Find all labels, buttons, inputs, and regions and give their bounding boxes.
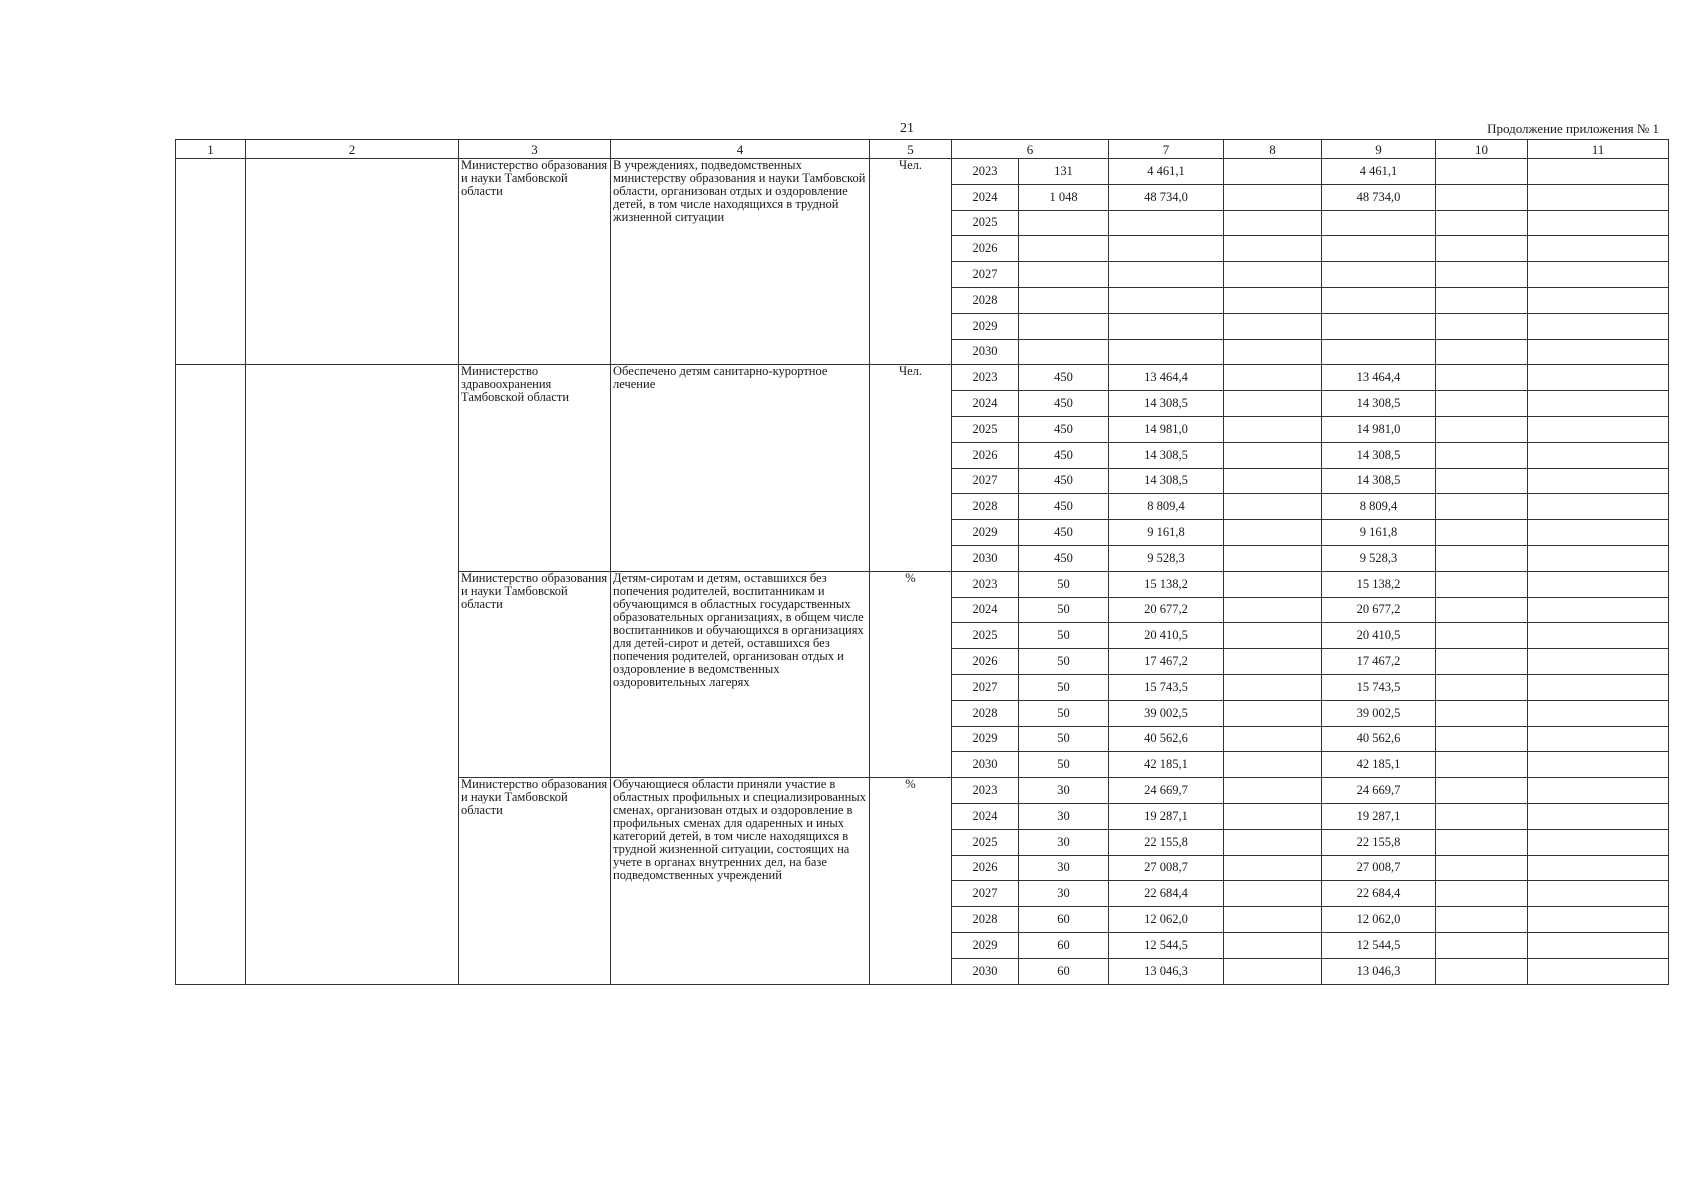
header-col-9: 9 [1322,140,1436,159]
header-col-5: 5 [870,140,952,159]
year-cell: 2026 [952,855,1019,881]
col8-value-cell [1224,468,1322,494]
col10-value-cell [1436,416,1528,442]
col8-value-cell [1224,623,1322,649]
col9-value-cell: 42 185,1 [1322,752,1436,778]
col10-value-cell [1436,339,1528,365]
col9-value-cell: 13 464,4 [1322,365,1436,391]
header-col-11: 11 [1528,140,1669,159]
col9-value-cell: 9 161,8 [1322,520,1436,546]
col6-value-cell: 450 [1019,545,1109,571]
col10-value-cell [1436,313,1528,339]
header-col-4: 4 [611,140,870,159]
col7-value-cell [1109,262,1224,288]
col6-value-cell [1019,236,1109,262]
col8-value-cell [1224,339,1322,365]
col6-value-cell: 131 [1019,159,1109,185]
col10-value-cell [1436,803,1528,829]
year-cell: 2025 [952,829,1019,855]
col10-value-cell [1436,210,1528,236]
col8-value-cell [1224,907,1322,933]
col8-value-cell [1224,210,1322,236]
col10-value-cell [1436,726,1528,752]
col6-value-cell: 450 [1019,365,1109,391]
col6-value-cell: 450 [1019,442,1109,468]
col6-value-cell [1019,262,1109,288]
col11-value-cell [1528,597,1669,623]
col6-value-cell: 30 [1019,855,1109,881]
col9-value-cell: 39 002,5 [1322,700,1436,726]
col6-value-cell: 30 [1019,778,1109,804]
col9-value-cell: 12 544,5 [1322,932,1436,958]
col10-value-cell [1436,623,1528,649]
col10-value-cell [1436,778,1528,804]
col8-value-cell [1224,571,1322,597]
year-cell: 2029 [952,313,1019,339]
col11-value-cell [1528,700,1669,726]
table-row [176,365,1669,391]
col6-value-cell [1019,210,1109,236]
col8-value-cell [1224,700,1322,726]
col8-value-cell [1224,855,1322,881]
unit-cell: Чел. [870,159,952,365]
indicator-cell: Обеспечено детям санитарно-курортное лечение [611,365,870,571]
col7-value-cell: 48 734,0 [1109,184,1224,210]
col11-value-cell [1528,339,1669,365]
col11-value-cell [1528,159,1669,185]
col9-value-cell: 14 308,5 [1322,442,1436,468]
header-col-7: 7 [1109,140,1224,159]
executor-cell: Министерство образования и науки Тамбовской области [459,571,611,777]
col6-value-cell: 30 [1019,829,1109,855]
col7-value-cell: 8 809,4 [1109,494,1224,520]
indicator-cell: В учреждениях, подведомственных министерству образования и науки Тамбовской области, организован отдых и оздоровление детей, в том числе находящихся в трудной жизненной ситуации [611,159,870,365]
col8-value-cell [1224,932,1322,958]
year-cell: 2030 [952,958,1019,984]
col6-value-cell: 450 [1019,494,1109,520]
col8-value-cell [1224,726,1322,752]
col1-cell [176,365,246,984]
col6-value-cell: 50 [1019,649,1109,675]
col7-value-cell: 42 185,1 [1109,752,1224,778]
col11-value-cell [1528,623,1669,649]
indicator-cell: Обучающиеся области приняли участие в областных профильных и специализированных сменах, организован отдых и оздоровление в профильных сменах для одаренных и иных категорий детей, в том числе находящихся в трудной жизненной ситуации, состоящих на учете в органах внутренних дел, на базе подведомственных учреждений [611,778,870,984]
col9-value-cell: 4 461,1 [1322,159,1436,185]
col6-value-cell: 1 048 [1019,184,1109,210]
col11-value-cell [1528,932,1669,958]
col9-value-cell: 27 008,7 [1322,855,1436,881]
col7-value-cell: 19 287,1 [1109,803,1224,829]
col10-value-cell [1436,545,1528,571]
col10-value-cell [1436,262,1528,288]
page-number: 21 [900,121,914,136]
header-col-8: 8 [1224,140,1322,159]
year-cell: 2029 [952,726,1019,752]
col8-value-cell [1224,416,1322,442]
continuation-label: Продолжение приложения № 1 [1487,121,1659,136]
header-col-1: 1 [176,140,246,159]
year-cell: 2026 [952,649,1019,675]
col11-value-cell [1528,752,1669,778]
col9-value-cell: 9 528,3 [1322,545,1436,571]
col7-value-cell: 9 528,3 [1109,545,1224,571]
col7-value-cell: 40 562,6 [1109,726,1224,752]
year-cell: 2025 [952,210,1019,236]
header-col-3: 3 [459,140,611,159]
col7-value-cell [1109,210,1224,236]
year-cell: 2028 [952,287,1019,313]
col7-value-cell: 14 981,0 [1109,416,1224,442]
executor-cell: Министерство образования и науки Тамбовской области [459,159,611,365]
col9-value-cell: 22 155,8 [1322,829,1436,855]
col10-value-cell [1436,494,1528,520]
col9-value-cell: 24 669,7 [1322,778,1436,804]
executor-cell: Министерство образования и науки Тамбовской области [459,778,611,984]
col11-value-cell [1528,829,1669,855]
col6-value-cell [1019,313,1109,339]
col9-value-cell [1322,262,1436,288]
col7-value-cell: 13 464,4 [1109,365,1224,391]
col10-value-cell [1436,829,1528,855]
year-cell: 2023 [952,159,1019,185]
col8-value-cell [1224,236,1322,262]
col11-value-cell [1528,649,1669,675]
col7-value-cell [1109,339,1224,365]
col10-value-cell [1436,674,1528,700]
unit-cell: Чел. [870,365,952,571]
col7-value-cell: 12 544,5 [1109,932,1224,958]
col6-value-cell: 30 [1019,803,1109,829]
col9-value-cell [1322,287,1436,313]
header-row [176,140,1669,159]
col11-value-cell [1528,184,1669,210]
year-cell: 2028 [952,907,1019,933]
col8-value-cell [1224,803,1322,829]
col7-value-cell: 14 308,5 [1109,442,1224,468]
col2-cell [246,365,459,984]
col11-value-cell [1528,855,1669,881]
col6-value-cell: 450 [1019,468,1109,494]
col11-value-cell [1528,365,1669,391]
col6-value-cell: 50 [1019,700,1109,726]
year-cell: 2030 [952,545,1019,571]
year-cell: 2029 [952,932,1019,958]
col10-value-cell [1436,649,1528,675]
year-cell: 2024 [952,597,1019,623]
col11-value-cell [1528,442,1669,468]
col11-value-cell [1528,520,1669,546]
col10-value-cell [1436,184,1528,210]
col11-value-cell [1528,803,1669,829]
col7-value-cell: 15 743,5 [1109,674,1224,700]
col8-value-cell [1224,313,1322,339]
year-cell: 2023 [952,365,1019,391]
col9-value-cell: 14 308,5 [1322,468,1436,494]
year-cell: 2025 [952,416,1019,442]
appendix-table [175,139,1669,985]
col10-value-cell [1436,571,1528,597]
year-cell: 2026 [952,236,1019,262]
col8-value-cell [1224,958,1322,984]
year-cell: 2030 [952,339,1019,365]
col6-value-cell: 450 [1019,520,1109,546]
header-col-6: 6 [952,140,1109,159]
table-body [176,159,1669,985]
table-row [176,159,1669,185]
header-col-2: 2 [246,140,459,159]
col10-value-cell [1436,468,1528,494]
col6-value-cell [1019,339,1109,365]
col11-value-cell [1528,778,1669,804]
col10-value-cell [1436,442,1528,468]
col7-value-cell [1109,313,1224,339]
col1-cell [176,159,246,365]
year-cell: 2027 [952,674,1019,700]
col11-value-cell [1528,726,1669,752]
col9-value-cell: 15 743,5 [1322,674,1436,700]
year-cell: 2028 [952,494,1019,520]
year-cell: 2025 [952,623,1019,649]
col8-value-cell [1224,649,1322,675]
year-cell: 2024 [952,184,1019,210]
col9-value-cell [1322,313,1436,339]
col9-value-cell: 14 981,0 [1322,416,1436,442]
header-col-10: 10 [1436,140,1528,159]
col9-value-cell: 48 734,0 [1322,184,1436,210]
col7-value-cell: 17 467,2 [1109,649,1224,675]
col11-value-cell [1528,313,1669,339]
col7-value-cell [1109,236,1224,262]
year-cell: 2024 [952,391,1019,417]
col10-value-cell [1436,855,1528,881]
col7-value-cell: 22 684,4 [1109,881,1224,907]
col10-value-cell [1436,236,1528,262]
col9-value-cell: 22 684,4 [1322,881,1436,907]
col8-value-cell [1224,829,1322,855]
col11-value-cell [1528,262,1669,288]
col9-value-cell: 19 287,1 [1322,803,1436,829]
col7-value-cell: 22 155,8 [1109,829,1224,855]
col11-value-cell [1528,881,1669,907]
col6-value-cell: 60 [1019,932,1109,958]
col10-value-cell [1436,365,1528,391]
col9-value-cell: 15 138,2 [1322,571,1436,597]
col8-value-cell [1224,365,1322,391]
col8-value-cell [1224,881,1322,907]
col2-cell [246,159,459,365]
indicator-cell: Детям-сиротам и детям, оставшихся без попечения родителей, воспитанникам и обучающимся в областных государственных образовательных организациях, в общем числе воспитанников и обучающихся в организациях для детей-сирот и детей, оставшихся без попечения родителей, организован отдых и оздоровление в ведомственных оздоровительных лагерях [611,571,870,777]
col6-value-cell: 50 [1019,752,1109,778]
col7-value-cell: 20 410,5 [1109,623,1224,649]
col11-value-cell [1528,287,1669,313]
col11-value-cell [1528,210,1669,236]
year-cell: 2024 [952,803,1019,829]
col6-value-cell: 30 [1019,881,1109,907]
col9-value-cell: 20 677,2 [1322,597,1436,623]
col8-value-cell [1224,545,1322,571]
col7-value-cell: 14 308,5 [1109,468,1224,494]
col10-value-cell [1436,881,1528,907]
col9-value-cell: 17 467,2 [1322,649,1436,675]
col8-value-cell [1224,778,1322,804]
col8-value-cell [1224,674,1322,700]
col6-value-cell: 50 [1019,674,1109,700]
col7-value-cell: 20 677,2 [1109,597,1224,623]
col11-value-cell [1528,391,1669,417]
col9-value-cell [1322,210,1436,236]
col7-value-cell: 15 138,2 [1109,571,1224,597]
col7-value-cell: 12 062,0 [1109,907,1224,933]
year-cell: 2030 [952,752,1019,778]
col9-value-cell [1322,339,1436,365]
col7-value-cell [1109,287,1224,313]
col10-value-cell [1436,752,1528,778]
col9-value-cell: 12 062,0 [1322,907,1436,933]
col6-value-cell: 50 [1019,726,1109,752]
col8-value-cell [1224,752,1322,778]
col6-value-cell: 60 [1019,958,1109,984]
col9-value-cell [1322,236,1436,262]
col6-value-cell: 50 [1019,623,1109,649]
col7-value-cell: 9 161,8 [1109,520,1224,546]
col10-value-cell [1436,287,1528,313]
col10-value-cell [1436,907,1528,933]
col7-value-cell: 14 308,5 [1109,391,1224,417]
col8-value-cell [1224,184,1322,210]
col9-value-cell: 40 562,6 [1322,726,1436,752]
col10-value-cell [1436,932,1528,958]
year-cell: 2023 [952,778,1019,804]
col6-value-cell: 60 [1019,907,1109,933]
col6-value-cell: 450 [1019,391,1109,417]
year-cell: 2027 [952,468,1019,494]
col7-value-cell: 13 046,3 [1109,958,1224,984]
col11-value-cell [1528,958,1669,984]
col10-value-cell [1436,597,1528,623]
col8-value-cell [1224,262,1322,288]
col11-value-cell [1528,236,1669,262]
col11-value-cell [1528,571,1669,597]
year-cell: 2026 [952,442,1019,468]
col9-value-cell: 8 809,4 [1322,494,1436,520]
col11-value-cell [1528,545,1669,571]
col7-value-cell: 24 669,7 [1109,778,1224,804]
unit-cell: % [870,778,952,984]
col9-value-cell: 14 308,5 [1322,391,1436,417]
col10-value-cell [1436,700,1528,726]
col8-value-cell [1224,520,1322,546]
col7-value-cell: 27 008,7 [1109,855,1224,881]
col11-value-cell [1528,416,1669,442]
col6-value-cell [1019,287,1109,313]
col10-value-cell [1436,159,1528,185]
year-cell: 2023 [952,571,1019,597]
col11-value-cell [1528,907,1669,933]
year-cell: 2029 [952,520,1019,546]
year-cell: 2028 [952,700,1019,726]
col11-value-cell [1528,494,1669,520]
col8-value-cell [1224,159,1322,185]
year-cell: 2027 [952,881,1019,907]
col9-value-cell: 13 046,3 [1322,958,1436,984]
col11-value-cell [1528,468,1669,494]
col8-value-cell [1224,597,1322,623]
col8-value-cell [1224,391,1322,417]
col11-value-cell [1528,674,1669,700]
col10-value-cell [1436,958,1528,984]
col10-value-cell [1436,391,1528,417]
col6-value-cell: 450 [1019,416,1109,442]
col8-value-cell [1224,287,1322,313]
executor-cell: Министерство здравоохранения Тамбовской области [459,365,611,571]
col8-value-cell [1224,494,1322,520]
col8-value-cell [1224,442,1322,468]
col7-value-cell: 39 002,5 [1109,700,1224,726]
unit-cell: % [870,571,952,777]
col6-value-cell: 50 [1019,571,1109,597]
col9-value-cell: 20 410,5 [1322,623,1436,649]
col7-value-cell: 4 461,1 [1109,159,1224,185]
col10-value-cell [1436,520,1528,546]
col6-value-cell: 50 [1019,597,1109,623]
year-cell: 2027 [952,262,1019,288]
